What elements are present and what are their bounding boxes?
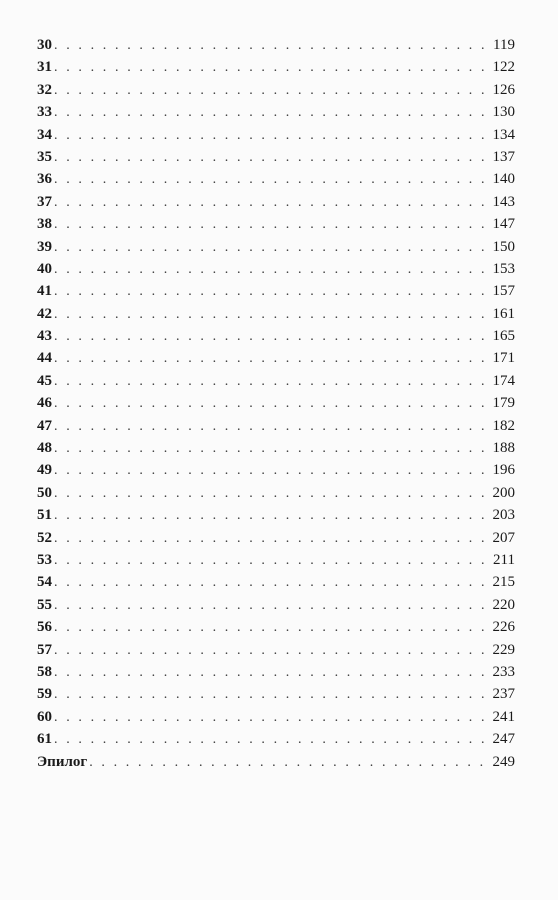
dot-leader: [54, 80, 491, 102]
toc-entry-label: 30: [37, 37, 52, 53]
toc-entry-label: 56: [37, 619, 52, 636]
toc-entry-page-number: 196: [492, 462, 515, 479]
toc-entry: [37, 168, 515, 190]
dot-leader: [54, 102, 491, 124]
toc-entry-label: 53: [37, 551, 52, 568]
toc-entry-label: 52: [37, 529, 52, 546]
toc-entry-label: Эпилог: [37, 753, 88, 770]
toc-entry-label: 37: [37, 193, 52, 210]
dot-leader: [54, 57, 491, 79]
dot-leader: [54, 326, 491, 348]
dot-leader: [54, 281, 491, 303]
toc-entry-label: 35: [37, 148, 52, 165]
toc-entry-page-number: 207: [492, 529, 515, 546]
toc-entry: [37, 325, 515, 347]
toc-entry-label: 58: [37, 663, 52, 680]
toc-entry: [37, 482, 515, 504]
toc-entry: [37, 280, 515, 302]
toc-entry-page-number: 188: [492, 440, 515, 457]
toc-entry-page-number: 203: [492, 507, 515, 524]
toc-entry: [37, 392, 515, 414]
toc-entry-label: 47: [37, 417, 52, 434]
toc-entry: [37, 34, 515, 56]
toc-entry-page-number: 237: [492, 686, 515, 703]
toc-entry: [37, 101, 515, 123]
toc-entry-page-number: 126: [492, 81, 515, 98]
dot-leader: [54, 371, 491, 393]
toc-entry: [37, 751, 515, 773]
dot-leader: [89, 752, 490, 774]
dot-leader: [54, 707, 491, 729]
toc-entry-page-number: 182: [492, 417, 515, 434]
toc-entry: [37, 549, 515, 571]
toc-entry-page-number: 233: [492, 663, 515, 680]
toc-entry: [37, 459, 515, 481]
toc-entry-page-number: 241: [492, 708, 515, 725]
toc-entry-page-number: 229: [492, 641, 515, 658]
toc-entry: [37, 191, 515, 213]
toc-entry-page-number: 179: [492, 395, 515, 412]
toc-entry-page-number: 165: [492, 328, 515, 345]
toc-entry-label: 32: [37, 81, 52, 98]
toc-entry-page-number: 215: [492, 574, 515, 591]
dot-leader: [54, 438, 491, 460]
toc-entry: [37, 303, 515, 325]
toc-entry-label: 36: [37, 171, 52, 188]
toc-entry: [37, 527, 515, 549]
dot-leader: [54, 684, 491, 706]
toc-entry-page-number: 211: [493, 551, 515, 568]
toc-entry-page-number: 153: [492, 260, 515, 277]
toc-entry-page-number: 161: [492, 305, 515, 322]
toc-entry: [37, 236, 515, 258]
toc-entry-page-number: 200: [492, 484, 515, 501]
dot-leader: [54, 214, 491, 236]
toc-entry-page-number: 174: [492, 372, 515, 389]
toc-entry: [37, 661, 515, 683]
toc-entry: [37, 616, 515, 638]
dot-leader: [54, 393, 491, 415]
toc-entry-label: 57: [37, 641, 52, 658]
toc-entry: [37, 124, 515, 146]
toc-entry: [37, 415, 515, 437]
toc-entry-label: 40: [37, 260, 52, 277]
toc-entry-label: 42: [37, 305, 52, 322]
toc-entry: [37, 213, 515, 235]
toc-entry: [37, 437, 515, 459]
toc-entry-page-number: 150: [492, 238, 515, 255]
toc-entry-label: 44: [37, 350, 52, 367]
toc-entry-label: 59: [37, 686, 52, 703]
toc-entry-label: 46: [37, 395, 52, 412]
table-of-contents: [37, 34, 515, 773]
toc-entry-label: 50: [37, 484, 52, 501]
dot-leader: [54, 550, 491, 572]
toc-entry: [37, 683, 515, 705]
toc-entry-label: 31: [37, 59, 52, 76]
toc-entry: [37, 79, 515, 101]
toc-entry: [37, 56, 515, 78]
toc-entry-label: 55: [37, 596, 52, 613]
dot-leader: [54, 572, 491, 594]
toc-entry: [37, 571, 515, 593]
dot-leader: [54, 505, 491, 527]
toc-entry-label: 51: [37, 507, 52, 524]
dot-leader: [54, 729, 491, 751]
toc-entry-label: 39: [37, 238, 52, 255]
dot-leader: [54, 662, 491, 684]
toc-entry: [37, 146, 515, 168]
toc-entry: [37, 370, 515, 392]
toc-entry-page-number: 249: [492, 753, 515, 770]
dot-leader: [54, 528, 491, 550]
toc-entry-page-number: 226: [492, 619, 515, 636]
toc-entry-label: 34: [37, 126, 52, 143]
toc-entry: [37, 504, 515, 526]
dot-leader: [54, 169, 491, 191]
toc-entry-label: 49: [37, 462, 52, 479]
toc-entry-page-number: 134: [492, 126, 515, 143]
toc-entry-page-number: 140: [492, 171, 515, 188]
dot-leader: [54, 192, 491, 214]
toc-entry-label: 43: [37, 328, 52, 345]
toc-entry-page-number: 147: [492, 216, 515, 233]
toc-entry-page-number: 143: [492, 193, 515, 210]
toc-entry-label: 45: [37, 372, 52, 389]
dot-leader: [54, 147, 491, 169]
toc-entry: [37, 639, 515, 661]
toc-entry: [37, 347, 515, 369]
toc-entry: [37, 258, 515, 280]
toc-entry: [37, 728, 515, 750]
toc-entry-label: 38: [37, 216, 52, 233]
toc-entry: [37, 594, 515, 616]
toc-entry-label: 60: [37, 708, 52, 725]
dot-leader: [54, 640, 491, 662]
toc-entry-label: 33: [37, 104, 52, 121]
dot-leader: [54, 617, 491, 639]
toc-entry-label: 54: [37, 574, 52, 591]
toc-entry-label: 61: [37, 731, 52, 748]
toc-entry-page-number: 247: [492, 731, 515, 748]
toc-entry: [37, 706, 515, 728]
toc-entry-page-number: 157: [492, 283, 515, 300]
toc-entry-page-number: 171: [492, 350, 515, 367]
toc-entry-page-number: 220: [492, 596, 515, 613]
dot-leader: [54, 595, 491, 617]
toc-entry-page-number: 130: [492, 104, 515, 121]
dot-leader: [54, 35, 491, 57]
dot-leader: [54, 348, 491, 370]
dot-leader: [54, 125, 491, 147]
dot-leader: [54, 483, 491, 505]
toc-entry-page-number: 122: [492, 59, 515, 76]
toc-entry-label: 41: [37, 283, 52, 300]
toc-entry-page-number: 137: [492, 148, 515, 165]
dot-leader: [54, 416, 491, 438]
dot-leader: [54, 460, 491, 482]
toc-entry-page-number: 119: [493, 37, 515, 53]
dot-leader: [54, 259, 491, 281]
dot-leader: [54, 237, 491, 259]
dot-leader: [54, 304, 491, 326]
toc-entry-label: 48: [37, 440, 52, 457]
